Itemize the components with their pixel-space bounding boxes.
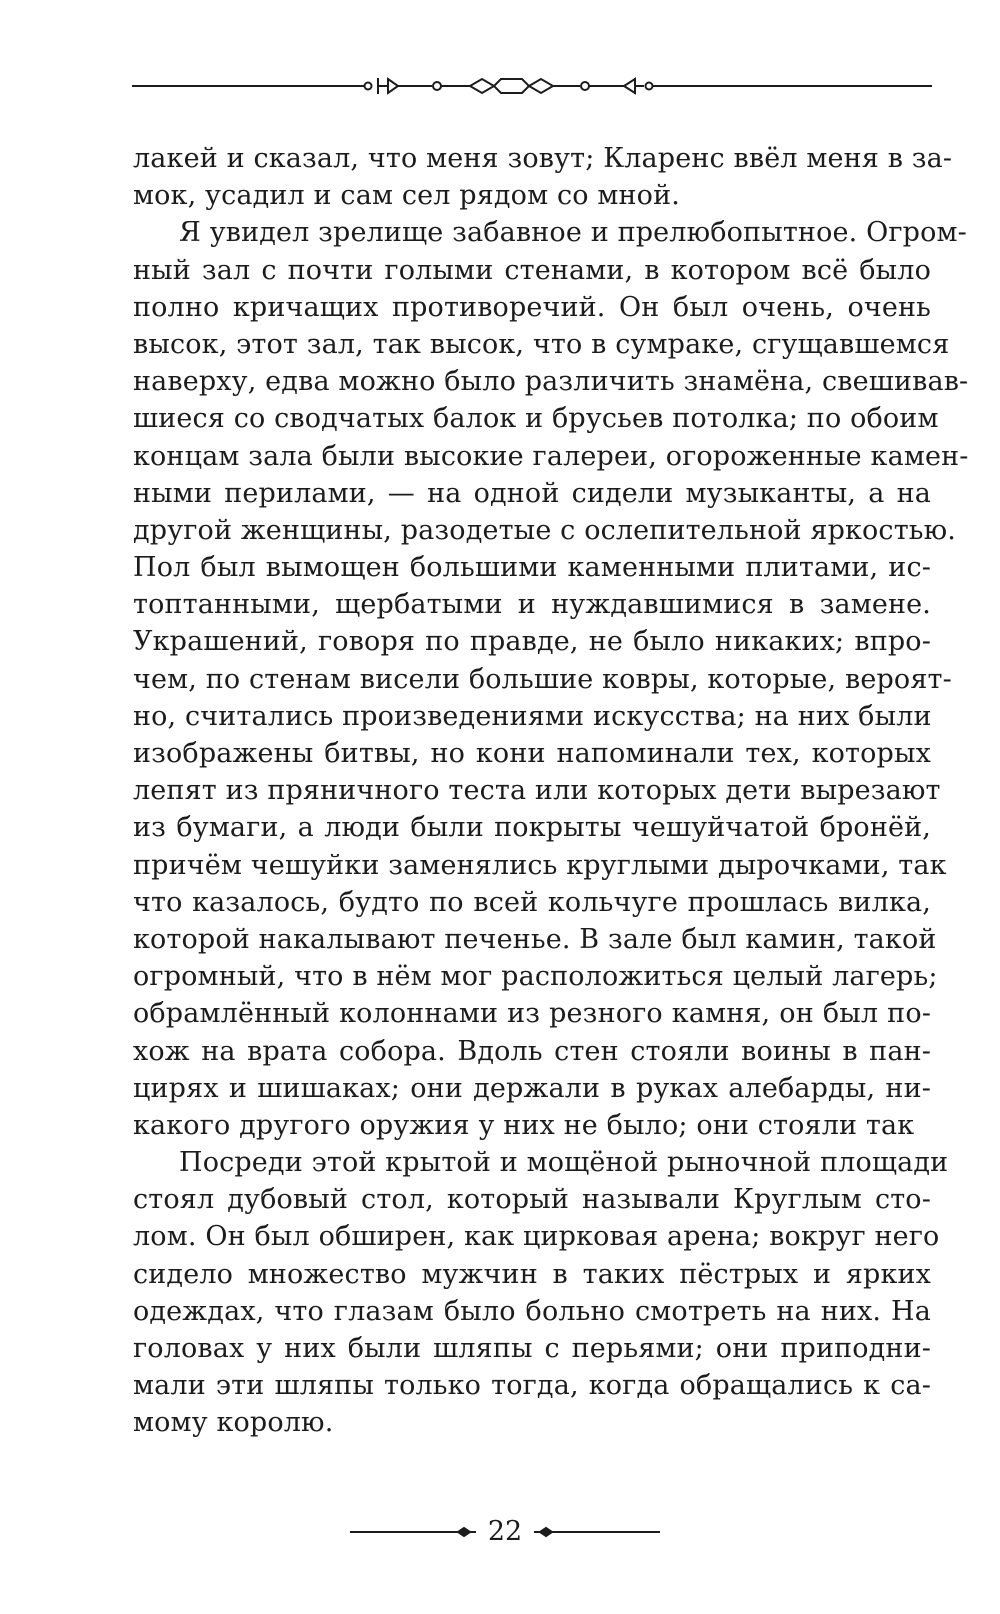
text-line: обрамлённый колоннами из резного камня, он был по-: [133, 998, 931, 1030]
text-line: лепят из пряничного теста или которых дети вырезают: [133, 775, 941, 807]
text-line: Пол был вымощен большими каменными плитами, ис-: [133, 552, 931, 584]
text-line: что казалось, будто по всей кольчуге прошлась вилка,: [133, 886, 931, 918]
text-line: концам зала были высокие галереи, огороженные камен-: [133, 440, 969, 472]
text-line: Украшений, говоря по правде, не было никаких; впро-: [133, 626, 931, 658]
text-line: головах у них были шляпы с перьями; они приподни-: [133, 1333, 931, 1364]
text-line: лакей и сказал, что меня зовут; Кларенс ввёл меня в за-: [133, 143, 953, 174]
text-line: чем, по стенам висели большие ковры, которые, вероят-: [133, 663, 952, 695]
text-line: высок, этот зал, так высок, что в сумраке, сгущавшемся: [133, 328, 950, 360]
text-line: ными перилами, — на одной сидели музыканты, а на: [133, 477, 931, 509]
text-line: лом. Он был обширен, как цирковая арена; вокруг него: [133, 1221, 940, 1253]
page-footer: [350, 1512, 660, 1552]
text-line: но, считались произведениями искусства; на них были: [133, 700, 932, 732]
text-line: одеждах, что глазам было больно смотреть на них. На: [133, 1295, 931, 1327]
page-number: 22: [478, 1514, 532, 1550]
text-line: стоял дубовый стол, который называли Круглым сто-: [133, 1184, 931, 1216]
text-line: мали эти шляпы только тогда, когда обращались к са-: [133, 1370, 931, 1402]
text-line: Посреди этой крытой и мощёной рыночной площади: [179, 1147, 949, 1179]
top-ornament: [132, 66, 932, 106]
text-line: из бумаги, а люди были покрыты чешуйчатой бронёй,: [133, 812, 931, 844]
text-line: мок, усадил и сам сел рядом со мной.: [133, 180, 680, 212]
paragraph: [133, 140, 953, 214]
text-line: наверху, едва можно было различить знамёна, свешивав-: [133, 366, 969, 398]
text-line: топтанными, щербатыми и нуждавшимися в замене.: [133, 589, 931, 621]
text-line: другой женщины, разодетые с ослепительной яркостью.: [133, 514, 957, 546]
decorative-divider-icon: [132, 66, 932, 106]
text-line: причём чешуйки заменялись круглыми дырочками, так: [133, 849, 947, 881]
text-line: которой накалывают печенье. В зале был камин, такой: [133, 923, 937, 955]
text-line: огромный, что в нём мог расположиться целый лагерь;: [133, 961, 938, 993]
body-text: [133, 140, 969, 1442]
text-line: хож на врата собора. Вдоль стен стояли воины в пан-: [133, 1035, 931, 1067]
text-line: сидело множество мужчин в таких пёстрых и ярких: [133, 1258, 931, 1290]
paragraph: [133, 1144, 949, 1442]
text-line: цирях и шишаках; они держали в руках алебарды, ни-: [133, 1072, 931, 1104]
text-line: полно кричащих противоречий. Он был очень, очень: [133, 291, 931, 323]
text-line: Я увидел зрелище забавное и прелюбопытное. Огром-: [179, 217, 967, 249]
text-line: ный зал с почти голыми стенами, в котором всё было: [133, 254, 931, 286]
text-line: мому королю.: [133, 1407, 334, 1439]
text-line: изображены битвы, но кони напоминали тех, которых: [133, 738, 931, 769]
text-line: какого другого оружия у них не было; они стояли так: [133, 1109, 915, 1141]
text-line: шиеся со сводчатых балок и брусьев потолка; по обоим: [133, 403, 939, 435]
paragraph: [133, 214, 969, 1144]
